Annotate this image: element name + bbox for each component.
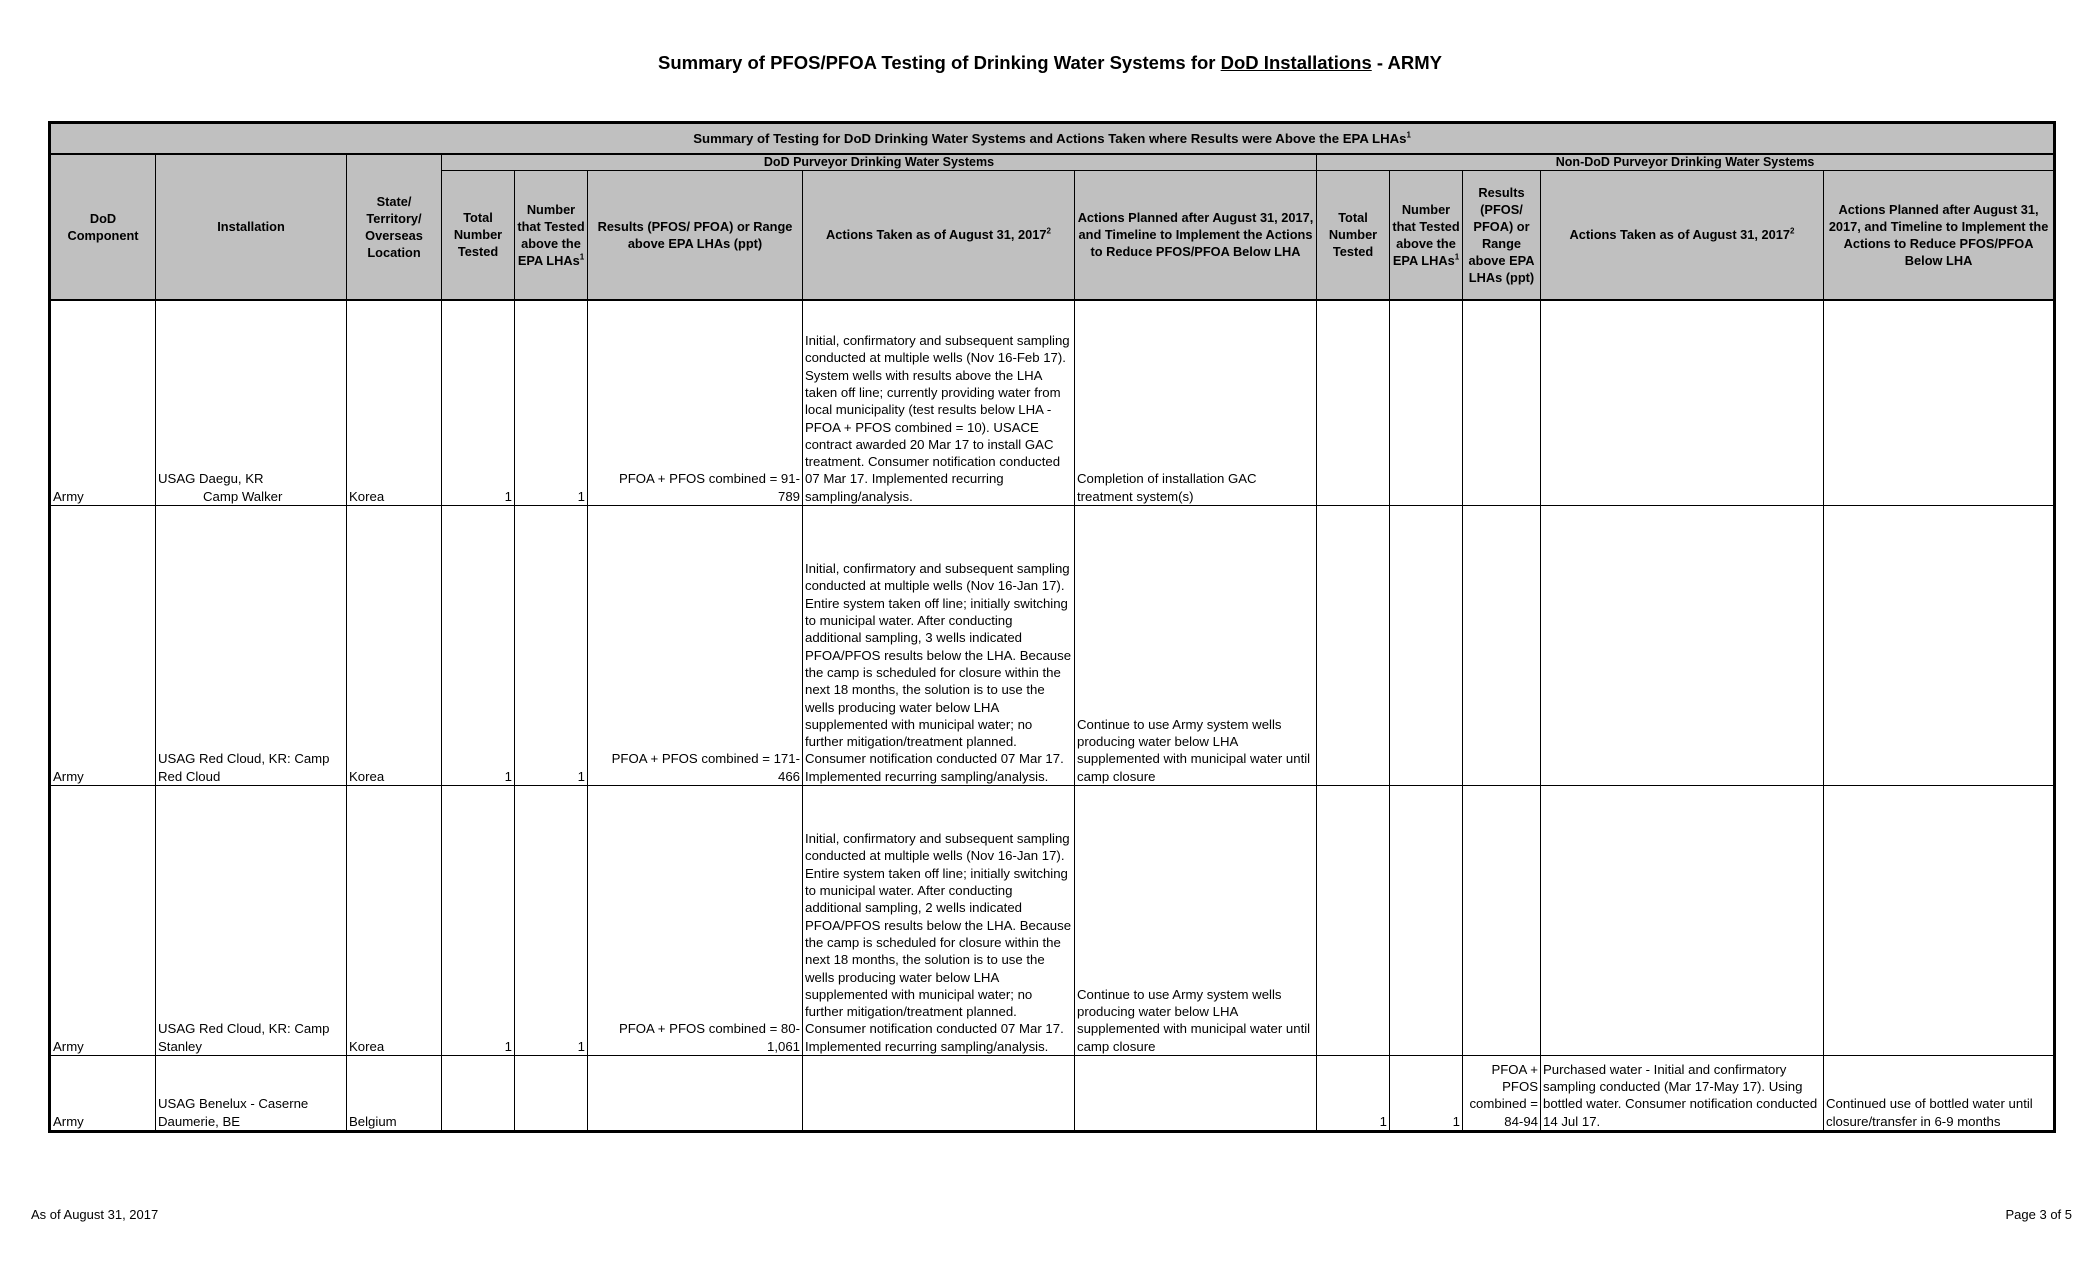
title-link-text: DoD Installations — [1220, 52, 1372, 73]
cell-number-above: 1 — [515, 786, 588, 1056]
cell-nd-actions-planned — [1824, 506, 2055, 786]
cell-total-tested: 1 — [442, 786, 515, 1056]
cell-location: Korea — [347, 300, 442, 506]
cell-actions-planned: Continue to use Army system wells producing water below LHA supplemented with municipal water until camp closure — [1075, 506, 1317, 786]
col-nd-total-tested: Total Number Tested — [1317, 171, 1390, 300]
cell-total-tested: 1 — [442, 300, 515, 506]
col-nd-actions-taken: Actions Taken as of August 31, 2017$^2$ — [1541, 171, 1824, 300]
col-location: State/ Territory/ Overseas Location — [347, 154, 442, 300]
cell-results — [588, 1056, 803, 1132]
cell-location: Belgium — [347, 1056, 442, 1132]
cell-component: Army — [50, 786, 156, 1056]
footer-date: As of August 31, 2017 — [31, 1207, 159, 1222]
cell-nd-total-tested — [1317, 506, 1390, 786]
cell-nd-actions-taken — [1541, 506, 1824, 786]
col-nd-results: Results (PFOS/ PFOA) or Range above EPA LHAs (ppt) — [1463, 171, 1541, 300]
cell-nd-actions-planned — [1824, 786, 2055, 1056]
cell-component: Army — [50, 300, 156, 506]
table-row — [50, 506, 2055, 786]
cell-actions-planned — [1075, 1056, 1317, 1132]
cell-nd-total-tested: 1 — [1317, 1056, 1390, 1132]
cell-nd-total-tested — [1317, 786, 1390, 1056]
cell-nd-results — [1463, 786, 1541, 1056]
table-row — [50, 1056, 2055, 1132]
cell-results: PFOA + PFOS combined = 91- 789 — [588, 300, 803, 506]
col-actions-taken: Actions Taken as of August 31, 2017$^2$ — [803, 171, 1075, 300]
col-actions-planned: Actions Planned after August 31, 2017, and Timeline to Implement the Actions to Reduce PFOS/PFOA Below LHA — [1075, 171, 1317, 300]
cell-installation: USAG Daegu, KR Camp Walker — [156, 300, 347, 506]
footer-page-number: Page 3 of 5 — [2005, 1207, 2072, 1222]
cell-number-above: 1 — [515, 300, 588, 506]
cell-nd-actions-taken — [1541, 300, 1824, 506]
cell-component: Army — [50, 506, 156, 786]
cell-location: Korea — [347, 506, 442, 786]
page-title: Summary of PFOS/PFOA Testing of Drinking Water Systems for DoD Installations - ARMY — [658, 52, 1442, 73]
cell-results: PFOA + PFOS combined = 171- 466 — [588, 506, 803, 786]
cell-nd-number-above — [1390, 786, 1463, 1056]
cell-number-above — [515, 1056, 588, 1132]
cell-total-tested — [442, 1056, 515, 1132]
cell-results: PFOA + PFOS combined = 80- 1,061 — [588, 786, 803, 1056]
cell-actions-taken: Initial, confirmatory and subsequent sampling conducted at multiple wells (Nov 16-Jan 17). Entire system taken off line; initially switching to municipal water. After conducting additional sampling, 3 wells indicated PFOA/PFOS results below the LHA. Because the camp is scheduled for closure within the next 18 months, the solution is to use the wells producing water below LHA supplemented with municipal water; no further mitigation/treatment planned. Consumer notification conducted 07 Mar 17. Implemented recurring sampling/analysis. — [803, 506, 1075, 786]
col-dod-component: DoD Component — [50, 154, 156, 300]
cell-nd-actions-planned: Continued use of bottled water until closure/transfer in 6-9 months — [1824, 1056, 2055, 1132]
cell-nd-results — [1463, 300, 1541, 506]
table-row — [50, 786, 2055, 1056]
cell-nd-total-tested — [1317, 300, 1390, 506]
cell-installation: USAG Red Cloud, KR: Camp Red Cloud — [156, 506, 347, 786]
cell-nd-actions-taken: Purchased water - Initial and confirmatory sampling conducted (Mar 17-May 17). Using bottled water. Consumer notification conducted 14 Jul 17. — [1541, 1056, 1824, 1132]
cell-component: Army — [50, 1056, 156, 1132]
cell-nd-results: PFOA + PFOS combined = 84-94 — [1463, 1056, 1541, 1132]
cell-nd-number-above — [1390, 300, 1463, 506]
cell-actions-taken — [803, 1056, 1075, 1132]
cell-actions-planned: Completion of installation GAC treatment system(s) — [1075, 300, 1317, 506]
cell-nd-actions-planned — [1824, 300, 2055, 506]
cell-total-tested: 1 — [442, 506, 515, 786]
col-nd-number-above: Number that Tested above the EPA LHAs$^1$ — [1390, 171, 1463, 300]
table-main-header: Summary of Testing for DoD Drinking Water Systems and Actions Taken where Results were Above the EPA LHAs$^1$ — [50, 123, 2055, 155]
cell-installation: USAG Red Cloud, KR: Camp Stanley — [156, 786, 347, 1056]
col-nd-actions-planned: Actions Planned after August 31, 2017, and Timeline to Implement the Actions to Reduce PFOS/PFOA Below LHA — [1824, 171, 2055, 300]
group-dod-purveyor: DoD Purveyor Drinking Water Systems — [442, 154, 1317, 171]
cell-nd-number-above: 1 — [1390, 1056, 1463, 1132]
cell-actions-taken: Initial, confirmatory and subsequent sampling conducted at multiple wells (Nov 16-Jan 17). Entire system taken off line; initially switching to municipal water. After conducting additional sampling, 2 wells indicated PFOA/PFOS results below the LHA. Because the camp is scheduled for closure within the next 18 months, the solution is to use the wells producing water below LHA supplemented with municipal water; no further mitigation/treatment planned. Consumer notification conducted 07 Mar 17. Implemented recurring sampling/analysis. — [803, 786, 1075, 1056]
summary-table — [48, 121, 2056, 1133]
cell-location: Korea — [347, 786, 442, 1056]
cell-actions-taken: Initial, confirmatory and subsequent sampling conducted at multiple wells (Nov 16-Feb 17). System wells with results above the LHA taken off line; currently providing water from local municipality (test results below LHA - PFOA + PFOS combined = 10). USACE contract awarded 20 Mar 17 to install GAC treatment. Consumer notification conducted 07 Mar 17. Implemented recurring sampling/analysis. — [803, 300, 1075, 506]
cell-installation: USAG Benelux - Caserne Daumerie, BE — [156, 1056, 347, 1132]
cell-actions-planned: Continue to use Army system wells producing water below LHA supplemented with municipal water until camp closure — [1075, 786, 1317, 1056]
col-installation: Installation — [156, 154, 347, 300]
col-results: Results (PFOS/ PFOA) or Range above EPA LHAs (ppt) — [588, 171, 803, 300]
cell-nd-results — [1463, 506, 1541, 786]
cell-number-above: 1 — [515, 506, 588, 786]
cell-nd-number-above — [1390, 506, 1463, 786]
col-number-above: Number that Tested above the EPA LHAs$^1$ — [515, 171, 588, 300]
table-row — [50, 300, 2055, 506]
col-total-tested: Total Number Tested — [442, 171, 515, 300]
group-nondod-purveyor: Non-DoD Purveyor Drinking Water Systems — [1317, 154, 2055, 171]
cell-nd-actions-taken — [1541, 786, 1824, 1056]
